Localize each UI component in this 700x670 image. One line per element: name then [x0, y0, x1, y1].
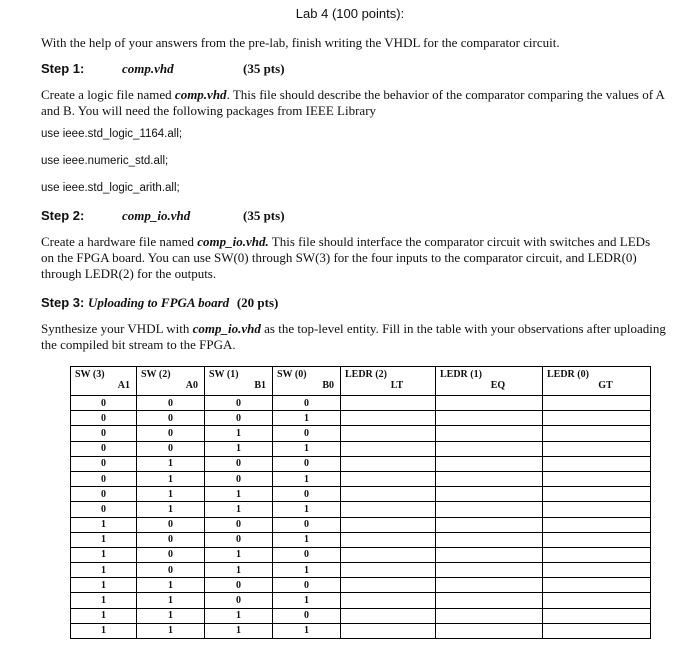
input-cell: 0	[137, 517, 205, 532]
input-cell: 0	[205, 411, 273, 426]
observation-cell[interactable]	[543, 517, 651, 532]
observation-cell[interactable]	[341, 426, 436, 441]
step3-title: Uploading to FPGA board	[87, 295, 230, 310]
input-cell: 0	[205, 456, 273, 471]
table-row	[71, 532, 651, 547]
observation-cell[interactable]	[341, 608, 436, 623]
observation-cell[interactable]	[436, 411, 543, 426]
column-header-name: A1	[117, 380, 130, 391]
step1-points: (35 pts)	[243, 61, 285, 76]
input-cell: 0	[205, 517, 273, 532]
step3-desc-file: comp_io.vhd	[192, 321, 261, 336]
column-header	[205, 367, 273, 396]
input-cell: 0	[137, 396, 205, 411]
observation-cell[interactable]	[543, 593, 651, 608]
package-line: use ieee.std_logic_1164.all;	[41, 128, 183, 140]
column-header	[436, 367, 543, 396]
input-cell: 0	[273, 517, 341, 532]
input-cell: 1	[273, 441, 341, 456]
input-cell: 1	[273, 563, 341, 578]
observation-cell[interactable]	[341, 441, 436, 456]
column-header-signal: LEDR (0)	[547, 369, 589, 380]
input-cell: 0	[137, 532, 205, 547]
input-cell: 1	[205, 547, 273, 562]
observation-cell[interactable]	[436, 426, 543, 441]
input-cell: 0	[137, 411, 205, 426]
column-header-signal: SW (0)	[277, 369, 307, 380]
observation-cell[interactable]	[543, 623, 651, 638]
observation-cell[interactable]	[436, 547, 543, 562]
step3-heading	[41, 295, 278, 311]
input-cell: 0	[71, 456, 137, 471]
observation-cell[interactable]	[543, 426, 651, 441]
step1-label: Step 1:	[41, 61, 85, 76]
input-cell: 0	[273, 396, 341, 411]
input-cell: 1	[273, 411, 341, 426]
input-cell: 0	[205, 578, 273, 593]
observation-cell[interactable]	[543, 441, 651, 456]
table-row	[71, 502, 651, 517]
input-cell: 0	[273, 578, 341, 593]
observation-cell[interactable]	[543, 471, 651, 486]
step1-desc-before: Create a logic file named	[41, 87, 175, 102]
step1-desc-file: comp.vhd	[174, 87, 227, 102]
observation-cell[interactable]	[543, 396, 651, 411]
column-header	[341, 367, 436, 396]
input-cell: 1	[273, 471, 341, 486]
input-cell: 1	[137, 471, 205, 486]
input-cell: 0	[205, 471, 273, 486]
table-row	[71, 593, 651, 608]
input-cell: 1	[137, 608, 205, 623]
input-cell: 1	[137, 502, 205, 517]
step3-points: (20 pts)	[236, 295, 279, 310]
input-cell: 1	[71, 517, 137, 532]
input-cell: 0	[71, 487, 137, 502]
observation-cell[interactable]	[436, 623, 543, 638]
input-cell: 1	[71, 532, 137, 547]
intro-text: With the help of your answers from the pre-lab, finish writing the VHDL for the comparator circuit.	[41, 35, 560, 50]
input-cell: 1	[137, 578, 205, 593]
input-cell: 1	[273, 623, 341, 638]
observation-cell[interactable]	[341, 396, 436, 411]
column-header-signal: SW (2)	[141, 369, 171, 380]
observation-cell[interactable]	[543, 547, 651, 562]
input-cell: 0	[205, 593, 273, 608]
observation-cell[interactable]	[436, 593, 543, 608]
observation-cell[interactable]	[543, 532, 651, 547]
page-title: Lab 4 (100 points):	[295, 6, 405, 21]
column-header-signal: SW (1)	[209, 369, 239, 380]
input-cell: 0	[273, 547, 341, 562]
input-cell: 1	[71, 608, 137, 623]
table-row	[71, 456, 651, 471]
input-cell: 0	[71, 426, 137, 441]
observation-cell[interactable]	[543, 502, 651, 517]
table-row	[71, 441, 651, 456]
input-cell: 0	[137, 563, 205, 578]
step1-description	[41, 87, 666, 119]
observation-cell[interactable]	[436, 578, 543, 593]
column-header-signal: LEDR (1)	[440, 369, 482, 380]
step3-description	[41, 321, 666, 353]
observation-cell[interactable]	[341, 411, 436, 426]
observation-cell[interactable]	[436, 441, 543, 456]
column-header	[137, 367, 205, 396]
observation-cell[interactable]	[436, 396, 543, 411]
input-cell: 0	[71, 441, 137, 456]
observation-cell[interactable]	[341, 563, 436, 578]
column-header-name: A0	[185, 380, 198, 391]
input-cell: 0	[71, 411, 137, 426]
column-header	[71, 367, 137, 396]
table-row	[71, 578, 651, 593]
observation-cell[interactable]	[341, 471, 436, 486]
table-row	[71, 608, 651, 623]
input-cell: 1	[137, 487, 205, 502]
input-cell: 0	[71, 396, 137, 411]
input-cell: 1	[71, 547, 137, 562]
column-header-name: GT	[598, 380, 613, 391]
input-cell: 0	[273, 426, 341, 441]
table-row	[71, 471, 651, 486]
observation-cell[interactable]	[341, 456, 436, 471]
input-cell: 1	[205, 441, 273, 456]
table-row	[71, 563, 651, 578]
input-cell: 0	[273, 608, 341, 623]
input-cell: 0	[137, 426, 205, 441]
column-header-name: EQ	[490, 380, 506, 391]
observation-cell[interactable]	[341, 578, 436, 593]
input-cell: 1	[205, 487, 273, 502]
observation-cell[interactable]	[436, 502, 543, 517]
input-cell: 0	[71, 502, 137, 517]
step3-desc-after: as the top-level entity. Fill in the table with your observations after uploading the compiled bit stream to the FPGA.	[41, 321, 666, 352]
input-cell: 0	[205, 396, 273, 411]
column-header-name: B0	[322, 380, 334, 391]
input-cell: 1	[137, 623, 205, 638]
column-header-signal: LEDR (2)	[345, 369, 387, 380]
step2-file: comp_io.vhd	[122, 208, 191, 223]
input-cell: 0	[137, 547, 205, 562]
step1-file: comp.vhd	[122, 61, 174, 76]
input-cell: 1	[205, 502, 273, 517]
column-header	[543, 367, 651, 396]
observation-cell[interactable]	[543, 487, 651, 502]
input-cell: 1	[71, 623, 137, 638]
observation-cell[interactable]	[543, 578, 651, 593]
package-line: use ieee.std_logic_arith.all;	[41, 182, 180, 194]
input-cell: 1	[137, 456, 205, 471]
input-cell: 1	[205, 426, 273, 441]
observation-cell[interactable]	[341, 547, 436, 562]
observation-cell[interactable]	[341, 593, 436, 608]
input-cell: 1	[71, 593, 137, 608]
input-cell: 0	[273, 487, 341, 502]
input-cell: 0	[273, 456, 341, 471]
step2-label: Step 2:	[41, 208, 85, 223]
column-header	[273, 367, 341, 396]
input-cell: 0	[137, 441, 205, 456]
step2-points: (35 pts)	[243, 208, 285, 223]
input-cell: 1	[71, 563, 137, 578]
input-cell: 1	[137, 593, 205, 608]
observation-cell[interactable]	[543, 563, 651, 578]
input-cell: 1	[205, 608, 273, 623]
table-row	[71, 426, 651, 441]
observation-cell[interactable]	[341, 517, 436, 532]
step3-label: Step 3:	[41, 295, 85, 310]
input-cell: 1	[273, 502, 341, 517]
input-cell: 0	[205, 532, 273, 547]
observation-cell[interactable]	[436, 517, 543, 532]
input-cell: 1	[273, 532, 341, 547]
observation-cell[interactable]	[543, 411, 651, 426]
input-cell: 1	[205, 563, 273, 578]
table-row	[71, 623, 651, 638]
input-cell: 1	[205, 623, 273, 638]
step2-description	[41, 234, 666, 282]
table-header-row	[71, 367, 651, 396]
observation-cell[interactable]	[543, 608, 651, 623]
table-row	[71, 396, 651, 411]
package-line: use ieee.numeric_std.all;	[41, 155, 169, 167]
step2-desc-before: Create a hardware file named	[41, 234, 198, 249]
observation-cell[interactable]	[436, 487, 543, 502]
column-header-signal: SW (3)	[75, 369, 105, 380]
observation-cell[interactable]	[341, 502, 436, 517]
observation-cell[interactable]	[341, 487, 436, 502]
observation-cell[interactable]	[543, 456, 651, 471]
input-cell: 1	[273, 593, 341, 608]
observation-cell[interactable]	[341, 623, 436, 638]
step1-desc-after: . This file should describe the behavior of the comparator comparing the values of A and B. You will need the following packages from IEEE Library	[41, 87, 665, 118]
observation-cell[interactable]	[436, 532, 543, 547]
input-cell: 1	[71, 578, 137, 593]
table-row	[71, 487, 651, 502]
observation-table	[70, 366, 651, 639]
table-row	[71, 517, 651, 532]
input-cell: 0	[71, 471, 137, 486]
observation-cell[interactable]	[436, 456, 543, 471]
column-header-name: LT	[390, 380, 404, 391]
column-header-name: B1	[254, 380, 266, 391]
table-row	[71, 547, 651, 562]
observation-cell[interactable]	[341, 532, 436, 547]
step2-desc-file: comp_io.vhd.	[197, 234, 269, 249]
step2-desc-after: This file should interface the comparator circuit with switches and LEDs on the FPGA board. You can use SW(0) through SW(3) for the four inputs to the comparator circuit, and LEDR(0) through LEDR(2) for the outputs.	[41, 234, 651, 281]
step3-desc-before: Synthesize your VHDL with	[41, 321, 193, 336]
table-row	[71, 411, 651, 426]
observation-cell[interactable]	[436, 608, 543, 623]
observation-cell[interactable]	[436, 471, 543, 486]
observation-cell[interactable]	[436, 563, 543, 578]
